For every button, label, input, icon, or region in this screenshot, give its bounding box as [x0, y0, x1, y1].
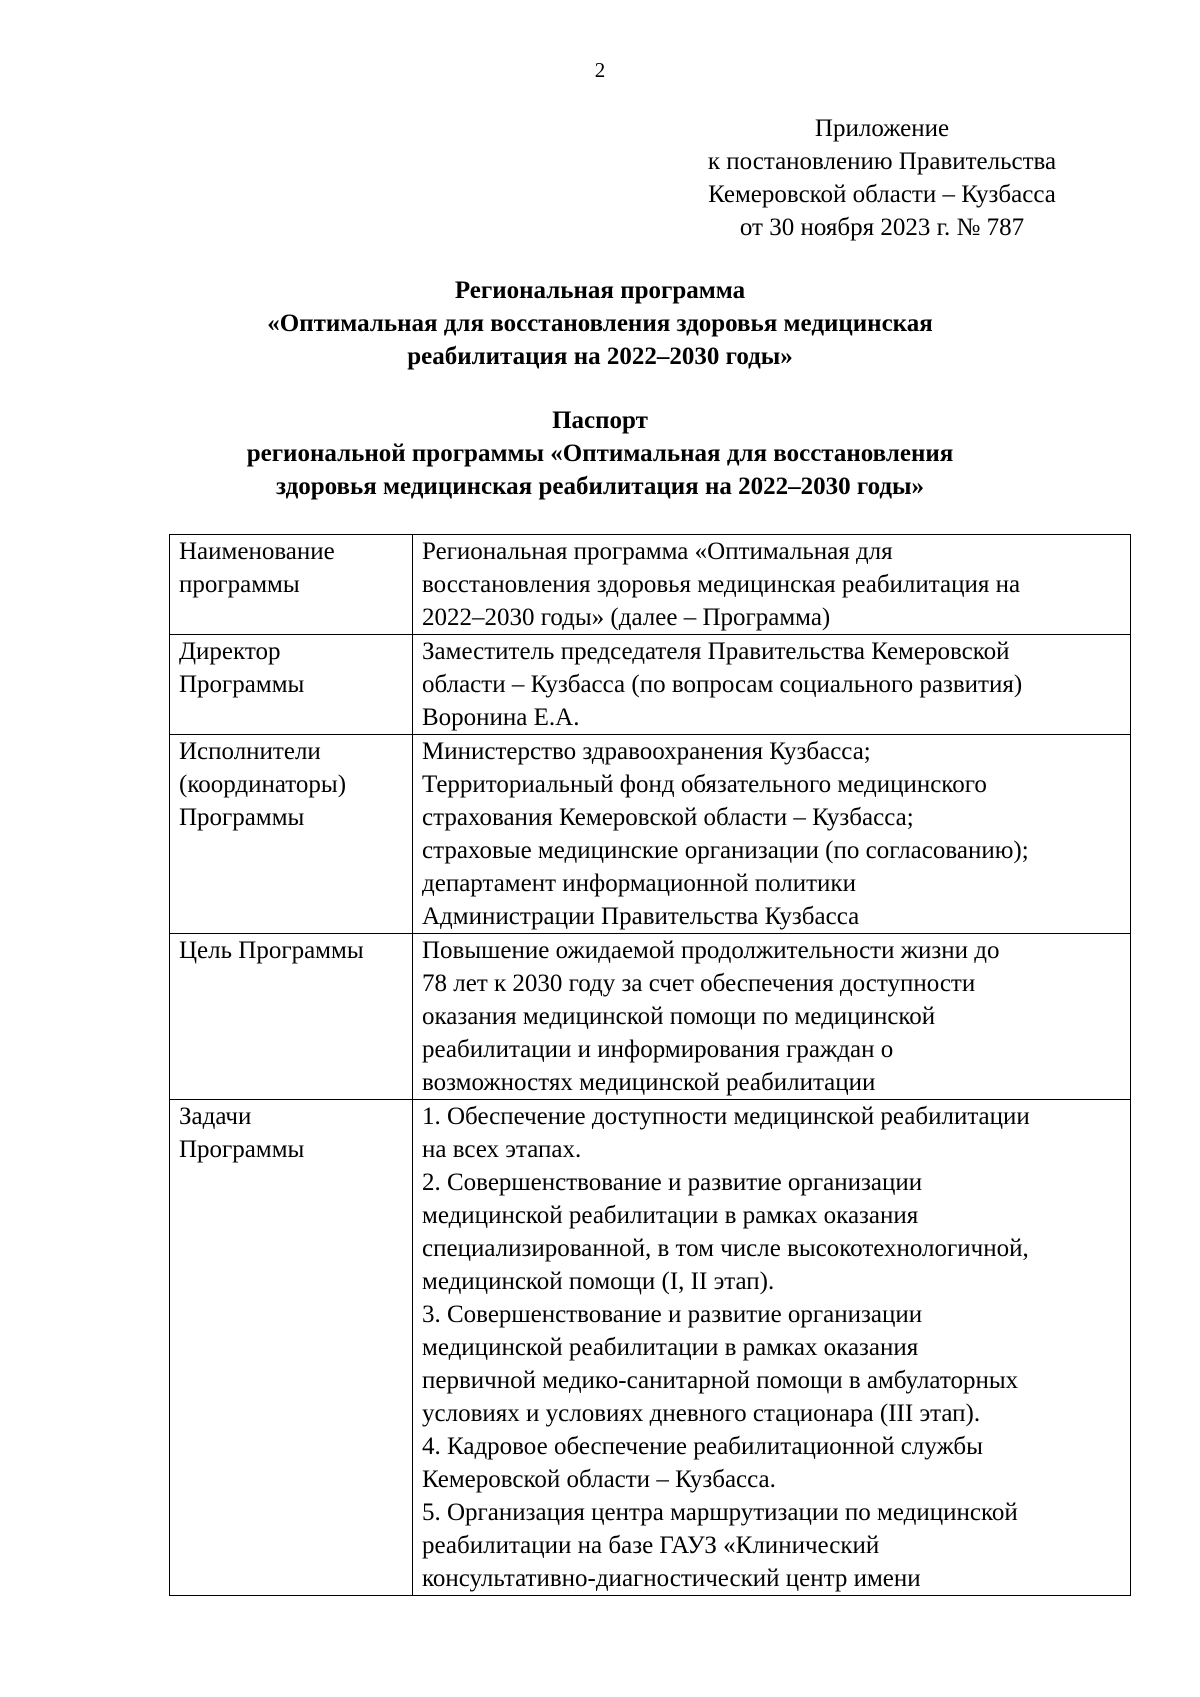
row-label-line: Программы	[179, 804, 305, 831]
row-value-line: 2022–2030 годы» (далее – Программа)	[422, 604, 831, 631]
row-label-line: (координаторы)	[179, 771, 347, 798]
appendix-line: Приложение	[814, 115, 950, 142]
program-title-line: Региональная программа	[454, 277, 746, 304]
row-value-line: медицинской помощи (I, II этап).	[422, 1268, 775, 1295]
page-number: 2	[594, 58, 606, 82]
row-value-line: на всех этапах.	[422, 1136, 582, 1163]
row-label-cell	[170, 934, 413, 1100]
row-value-line: Региональная программа «Оптимальная для	[422, 538, 893, 565]
row-value-cell	[413, 635, 1131, 735]
passport-heading-line: Паспорт	[552, 407, 648, 434]
row-label-line: Исполнители	[179, 738, 321, 765]
row-value-line: страхования Кемеровской области – Кузбасса;	[422, 804, 914, 831]
row-value-cell	[413, 934, 1131, 1100]
row-value-cell	[413, 735, 1131, 934]
row-value-line: 3. Совершенствование и развитие организации	[422, 1301, 923, 1328]
passport-table	[169, 534, 1131, 1596]
row-value-line: Территориальный фонд обязательного медицинского	[422, 771, 987, 798]
row-label-line: Цель Программы	[179, 937, 364, 964]
row-label-line: Директор	[179, 638, 281, 665]
row-label-cell	[170, 1100, 413, 1596]
table-row	[170, 635, 1131, 735]
passport-heading	[100, 404, 1100, 503]
row-value-line: медицинской реабилитации в рамках оказания	[422, 1334, 919, 1361]
row-value-line: департамент информационной политики	[422, 870, 856, 897]
row-label-cell	[170, 635, 413, 735]
row-value-line: Повышение ожидаемой продолжительности жизни до	[422, 937, 1000, 964]
row-label-cell	[170, 535, 413, 635]
appendix-line: к постановлению Правительства	[707, 148, 1057, 175]
appendix-line: от 30 ноября 2023 г. № 787	[739, 214, 1025, 241]
table-row	[170, 735, 1131, 934]
row-value-line: Администрации Правительства Кузбасса	[422, 903, 860, 930]
row-label-line: Программы	[179, 1136, 305, 1163]
row-value-line: медицинской реабилитации в рамках оказания	[422, 1202, 919, 1229]
row-value-line: первичной медико-санитарной помощи в амбулаторных	[422, 1367, 1019, 1394]
program-title-line: реабилитация на 2022–2030 годы»	[407, 343, 793, 370]
appendix-line: Кемеровской области – Кузбасса	[708, 181, 1056, 208]
program-title	[100, 274, 1100, 373]
row-value-line: оказания медицинской помощи по медицинской	[422, 1003, 936, 1030]
row-value-line: Министерство здравоохранения Кузбасса;	[422, 738, 871, 765]
table-row	[170, 1100, 1131, 1596]
row-value-line: реабилитации и информирования граждан о	[422, 1036, 894, 1063]
row-label-line: программы	[179, 571, 300, 598]
row-value-line: возможностях медицинской реабилитации	[422, 1069, 876, 1096]
row-value-line: Кемеровской области – Кузбасса.	[422, 1466, 776, 1493]
table-row	[170, 535, 1131, 635]
row-value-line: страховые медицинские организации (по согласованию);	[422, 837, 1029, 864]
row-value-line: Воронина Е.А.	[422, 704, 580, 731]
passport-heading-line: региональной программы «Оптимальная для восстановления	[246, 440, 954, 467]
program-title-line: «Оптимальная для восстановления здоровья медицинская	[267, 310, 933, 337]
row-value-line: Заместитель председателя Правительства Кемеровской	[422, 638, 1010, 665]
row-label-line: Наименование	[179, 538, 335, 565]
row-value-cell	[413, 535, 1131, 635]
row-value-line: специализированной, в том числе высокотехнологичной,	[422, 1235, 1029, 1262]
row-value-line: 78 лет к 2030 году за счет обеспечения доступности	[422, 970, 976, 997]
row-value-cell	[413, 1100, 1131, 1596]
row-value-line: консультативно-диагностический центр имени	[422, 1565, 921, 1592]
passport-heading-line: здоровья медицинская реабилитация на 2022–2030 годы»	[275, 473, 925, 500]
row-value-line: восстановления здоровья медицинская реабилитация на	[422, 571, 1021, 598]
row-value-line: реабилитации на базе ГАУЗ «Клинический	[422, 1532, 880, 1559]
table-row	[170, 934, 1131, 1100]
row-value-line: 4. Кадровое обеспечение реабилитационной службы	[422, 1433, 983, 1460]
row-value-line: условиях и условиях дневного стационара (III этап).	[422, 1400, 981, 1427]
row-label-line: Задачи	[179, 1103, 252, 1130]
row-label-cell	[170, 735, 413, 934]
row-value-line: 2. Совершенствование и развитие организации	[422, 1169, 923, 1196]
row-value-line: 5. Организация центра маршрутизации по медицинской	[422, 1499, 1018, 1526]
row-value-line: 1. Обеспечение доступности медицинской реабилитации	[422, 1103, 1030, 1130]
row-label-line: Программы	[179, 671, 305, 698]
row-value-line: области – Кузбасса (по вопросам социального развития)	[422, 671, 1023, 698]
appendix-block	[672, 112, 1092, 244]
